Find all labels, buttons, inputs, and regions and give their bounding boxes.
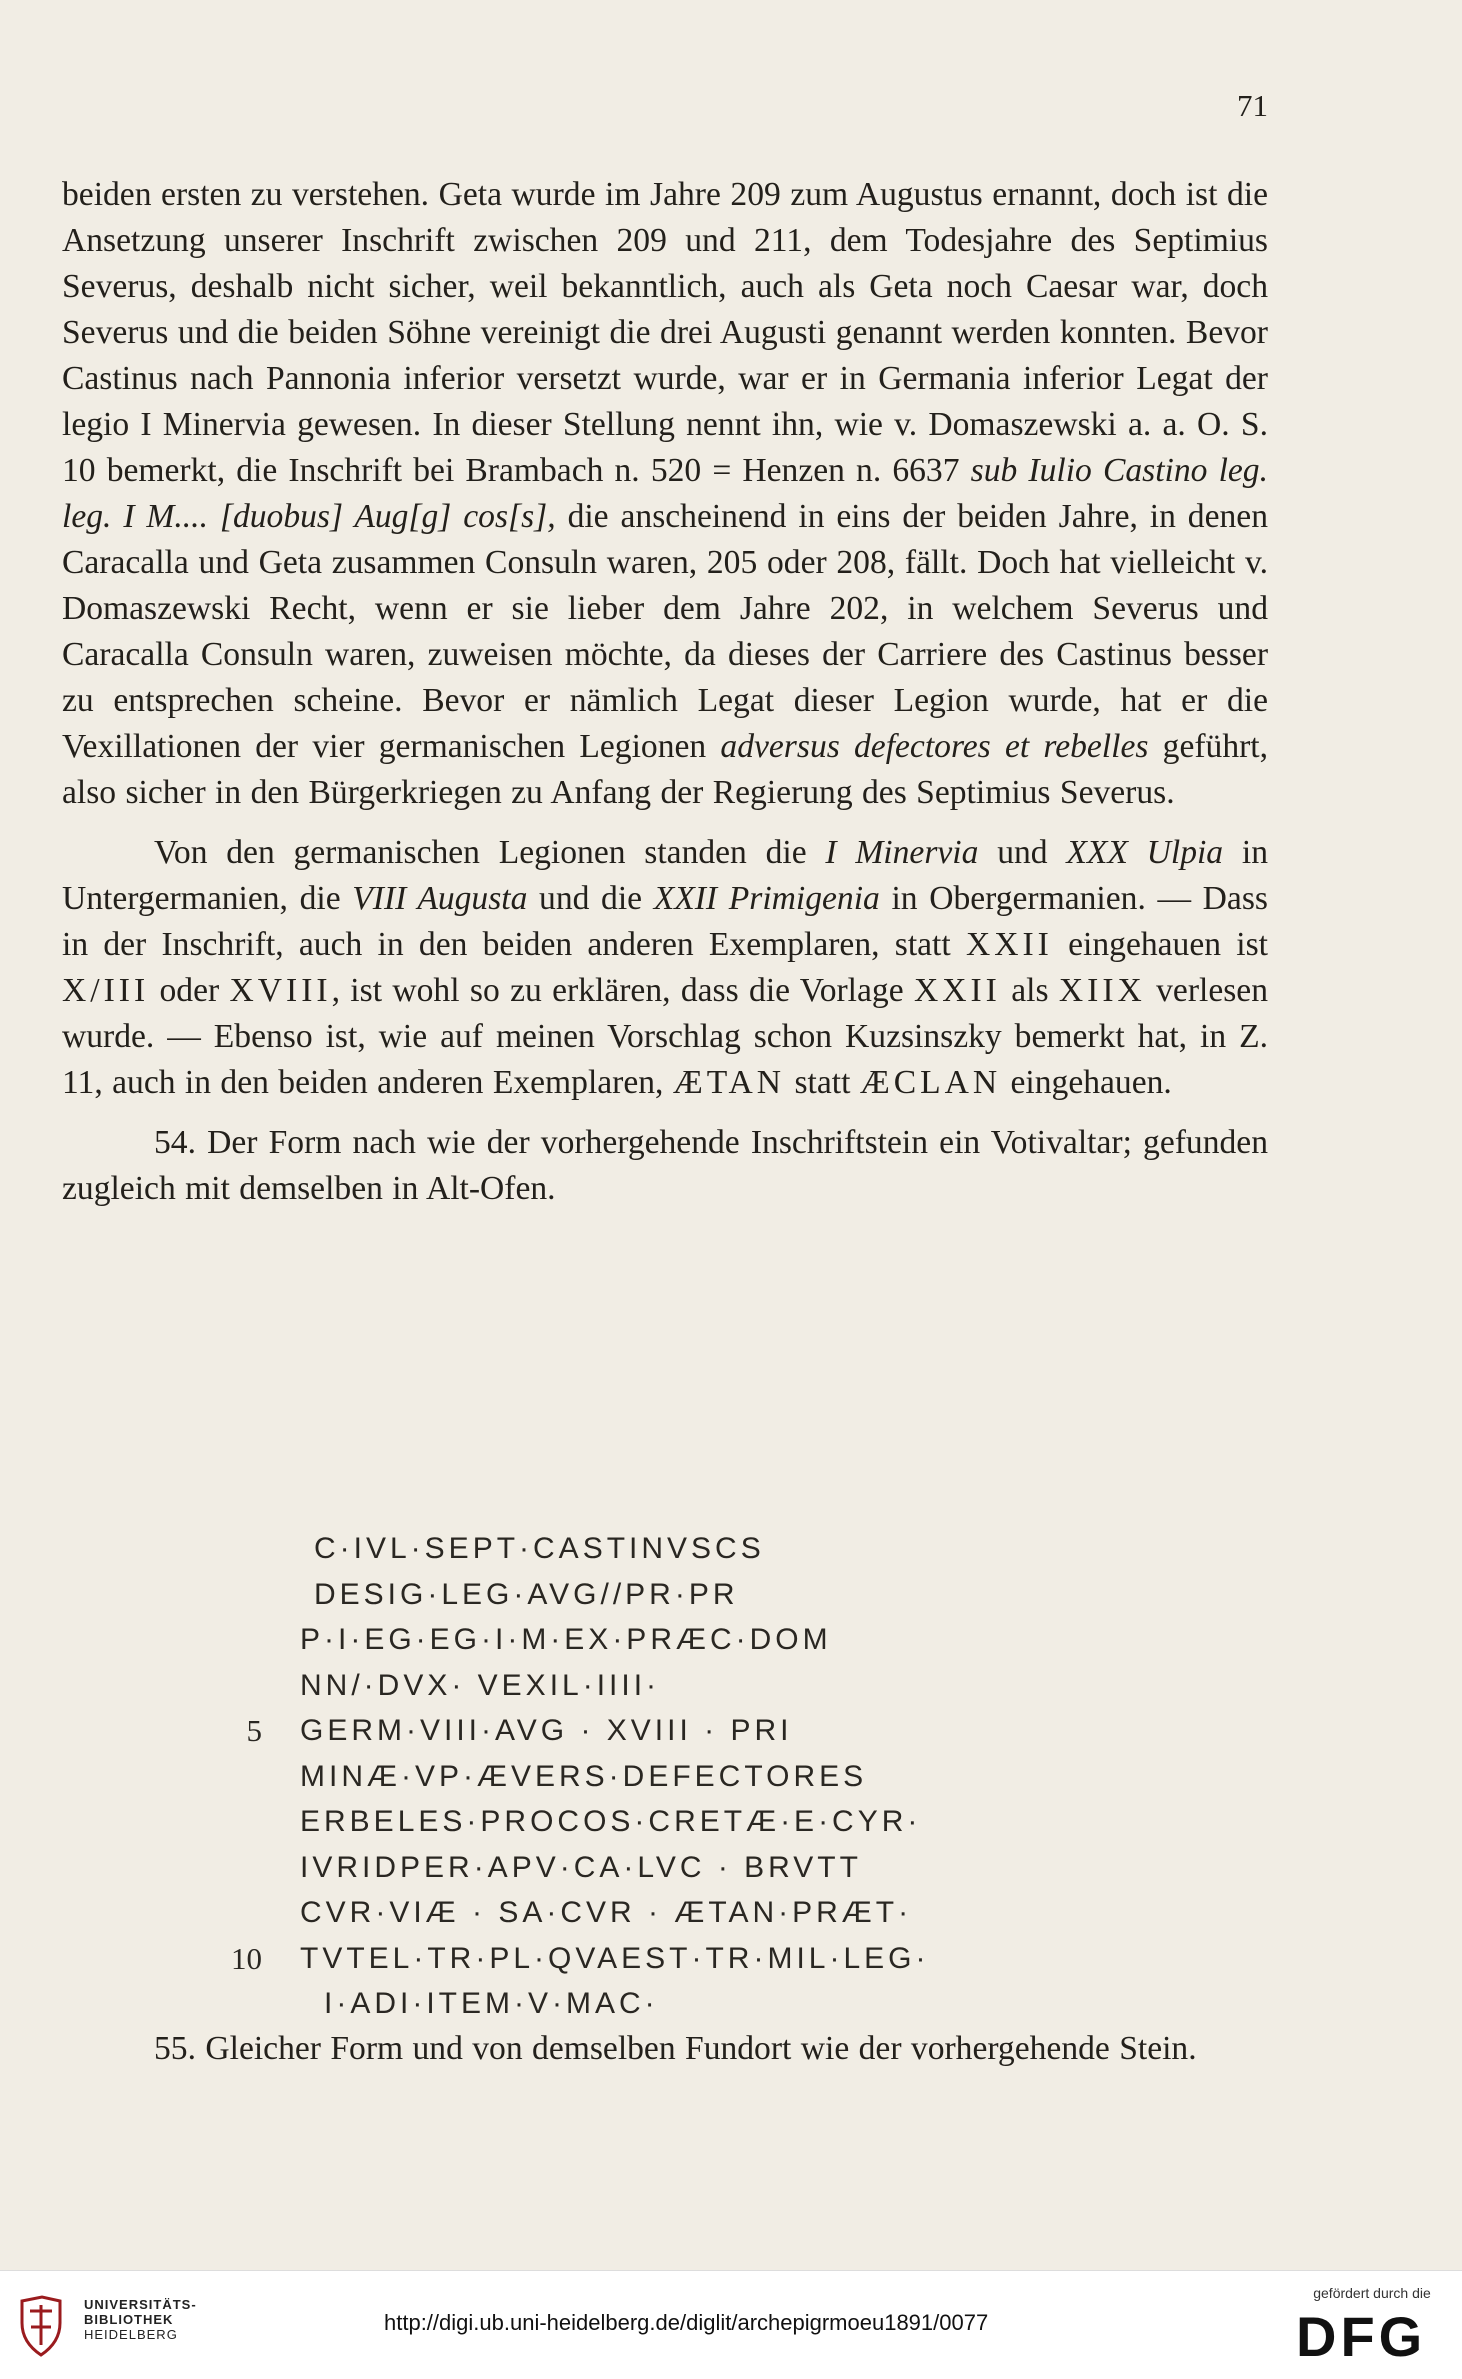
university-line-3: HEIDELBERG [84,2327,178,2342]
body-text-lower [62,2026,1268,2072]
p2-text: oder [159,972,220,1009]
p2-numeral: XXII [966,926,1053,963]
inscription-line [246,1708,1100,1754]
page-number: 71 [1237,88,1268,123]
p2-text: eingehauen. [1010,1064,1172,1101]
paragraph-1-part-3: beiden Jahre, in denen Caracalla und Geta zusammen Consuln waren, 205 oder 208, fällt. Doch hat vielleicht v. Domaszewski Recht, wenn er sie lieber dem Jahre 202, in welchem Severus und Caracalla Consuln waren, zuweisen möchte, da dieses der Carriere des Castinus besser zu entsprechen scheine. Bevor er nämlich Legat dieser Legion wurde, hat er die Vexillationen der vier germanischen Legionen [62,498,1268,765]
p2-text: in Obergermanien. — Dass in der Inschrift, auch in den beiden anderen Exemplaren, statt [62,880,1268,963]
inscription-line-text: NN/·DVX· VEXIL·IIII· [300,1668,661,1702]
paragraph-1-part-4: geführt, also sicher in den Bürgerkriegen zu Anfang der Regierung des Septimius Severus. [62,728,1269,811]
inscription-line-text: MINÆ·VP·ÆVERS·DEFECTORES [300,1759,868,1793]
inscription-line-text: ERBELES·PROCOS·CRETÆ·E·CYR· [300,1805,922,1838]
citation-italic: sub Iulio Castino leg. leg. I M.... [duobus] Aug[g] cos[s], [62,452,1268,535]
p2-numeral: X/III [62,972,150,1009]
inscription-line-text: TVTEL·TR·PL·QVAEST·TR·MIL·LEG· [300,1941,930,1975]
inscription-line-text: C·IVL·SEPT·CASTINVSCS [314,1532,765,1565]
paragraph-1-part-2: die anscheinend in eins der [567,498,946,535]
inscription-line [300,1799,1100,1845]
p2-legion: VIII Augusta [352,880,528,917]
paragraph-1 [62,172,1268,816]
inscription-line [300,1981,1100,2027]
p2-legion: XXII Primigenia [653,880,880,917]
paragraph-1-part-1: beiden ersten zu verstehen. Geta wurde im Jahre 209 zum Augustus ernannt, doch ist die Ansetzung unserer Inschrift zwischen 209 und 211, dem Todesjahre des Septimius Severus, deshalb nicht sicher, weil bekanntlich, auch als Geta noch Caesar war, doch Severus und die beiden Söhne vereinigt die drei Augusti genannt werden konnten. Bevor Castinus nach Pannonia inferior versetzt wurde, war er in Germania inferior Legat der legio I Minervia gewesen. In dieser Stellung nennt ihn, wie v. Domaszewski a. a. O. S. 10 bemerkt, die Inschrift bei Brambach n. 520 = Henzen n. 6637 [62,176,1268,489]
university-line-2: BIBLIOTHEK [84,2312,174,2327]
inscription-line [231,1936,1100,1982]
inscription-line-text: GERM·VIII·AVG · XVIII · PRI [300,1714,793,1747]
inscription-line [300,1890,1100,1936]
p2-text: eingehauen ist [1068,926,1269,963]
p2-text: und [997,834,1048,871]
inscription-line-number: 10 [231,1940,262,1976]
p2-numeral: ÆCLAN [859,1064,1002,1101]
paragraph-4: 55. Gleicher Form und von demselben Fundort wie der vorhergehende Stein. [154,2030,1197,2067]
inscription-line [300,1617,1100,1663]
inscription-line-text: CVR·VIÆ · SA·CVR · ÆTAN·PRÆT· [300,1896,913,1929]
source-url-link[interactable]: http://digi.ub.uni-heidelberg.de/diglit/archepigrmoeu1891/0077 [384,2310,989,2335]
inscription-line [300,1572,1100,1618]
paragraph-2 [62,830,1268,1106]
footer-bar [0,2270,1462,2379]
p2-text: , ist wohl so zu erklären, dass die Vorlage [331,972,904,1009]
inscription-line [300,1663,1100,1709]
p2-numeral: XXII [913,972,1001,1009]
p2-numeral: XVIII [229,972,332,1009]
p2-legion: I Minervia [825,834,979,871]
inscription-line-text: IVRIDPER·APV·CA·LVC · BRVTT [300,1850,862,1884]
inscription-line [300,1754,1100,1800]
body-text [62,172,1268,1212]
inscription-line-text: I·ADI·ITEM·V·MAC· [324,1987,659,2020]
dfg-logo: DFG [1296,2305,1427,2368]
inscription-line-text: P·I·EG·EG·I·M·EX·PRÆC·DOM [300,1623,832,1656]
paragraph-3: 54. Der Form nach wie der vorhergehende Inschriftstein ein Votivaltar; gefunden zugleich mit demselben in Alt-Ofen. [62,1124,1268,1207]
university-name [84,2297,197,2342]
inscription-line [300,1526,1100,1572]
funding-text: gefördert durch die [1313,2285,1431,2301]
inscription-line-number: 5 [246,1713,262,1748]
p2-legion: XXX Ulpia [1066,834,1224,871]
p2-text: in Untergermanien, die [62,834,1268,917]
p2-text: Von den germanischen Legionen standen die [154,834,807,871]
p2-text: als [1011,972,1049,1009]
p2-numeral: XIIX [1058,972,1146,1009]
university-line-1: UNIVERSITÄTS- [84,2297,197,2312]
p2-text: statt [794,1064,851,1101]
inscription-line [300,1845,1100,1891]
p2-text: und die [539,880,643,917]
university-seal-icon [16,2293,66,2359]
phrase-italic: adversus defectores et rebelles [720,728,1149,765]
p2-text: verlesen wurde. — Ebenso ist, wie auf meinen Vorschlag schon Kuzsinszky bemerkt hat, in Z. 11, auch in den beiden anderen Exemplaren, [62,972,1268,1101]
inscription-block [231,1526,1100,2027]
inscription-line-text: DESIG·LEG·AVG//PR·PR [314,1577,739,1611]
p2-numeral: ÆTAN [672,1064,786,1101]
